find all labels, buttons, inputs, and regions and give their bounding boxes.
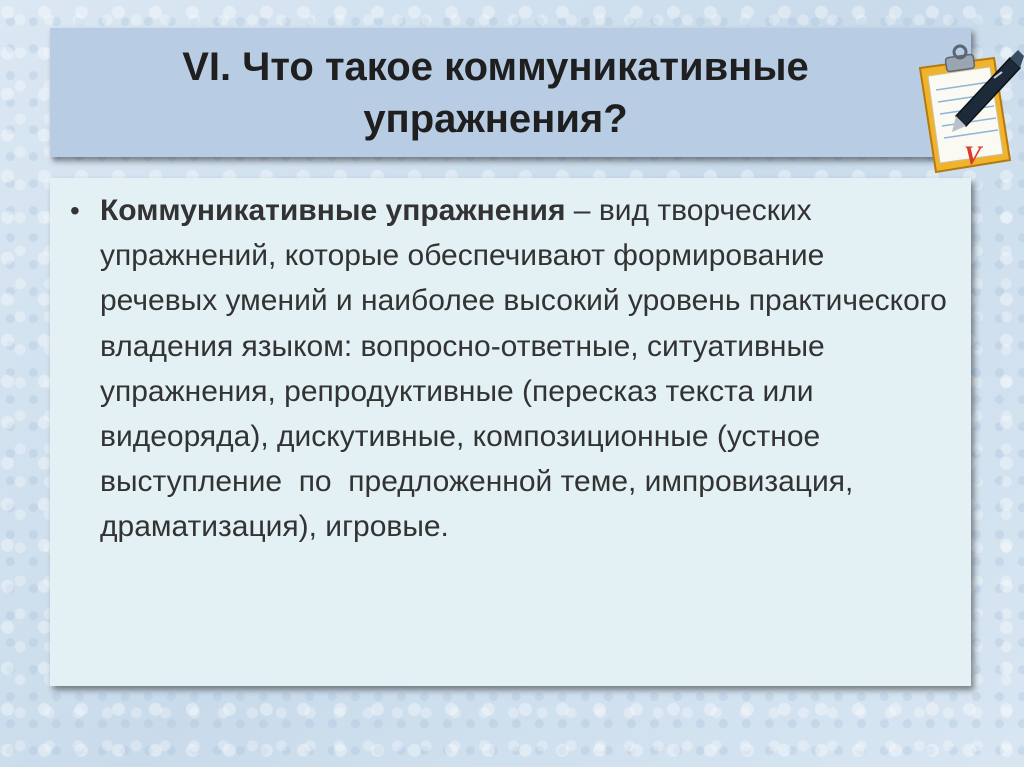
bullet-marker: • bbox=[70, 195, 80, 226]
bullet-item bbox=[50, 188, 956, 550]
slide-title: VI. Что такое коммуникативные упражнения? bbox=[182, 44, 809, 141]
clipboard-mark: V bbox=[964, 141, 982, 170]
bullet-definition: – вид творческих упражнений, которые обеспечивают формирование речевых умений и наиболее высокий уровень практического владения языком: вопросно-ответные, ситуативные упражнения, репродуктивные (пересказ текста или видеоряда), дискутивные, композиционные (устное выступление по предложенной теме, импровизация, драматизация), игровые. bbox=[100, 194, 956, 544]
content-box bbox=[50, 178, 971, 686]
clipboard-with-pen-icon bbox=[906, 38, 1024, 178]
title-box bbox=[50, 28, 971, 157]
bullet-list bbox=[50, 188, 956, 550]
bullet-text bbox=[100, 188, 956, 550]
clipboard-clip bbox=[945, 46, 975, 72]
bullet-term: Коммуникативные упражнения bbox=[100, 194, 566, 227]
